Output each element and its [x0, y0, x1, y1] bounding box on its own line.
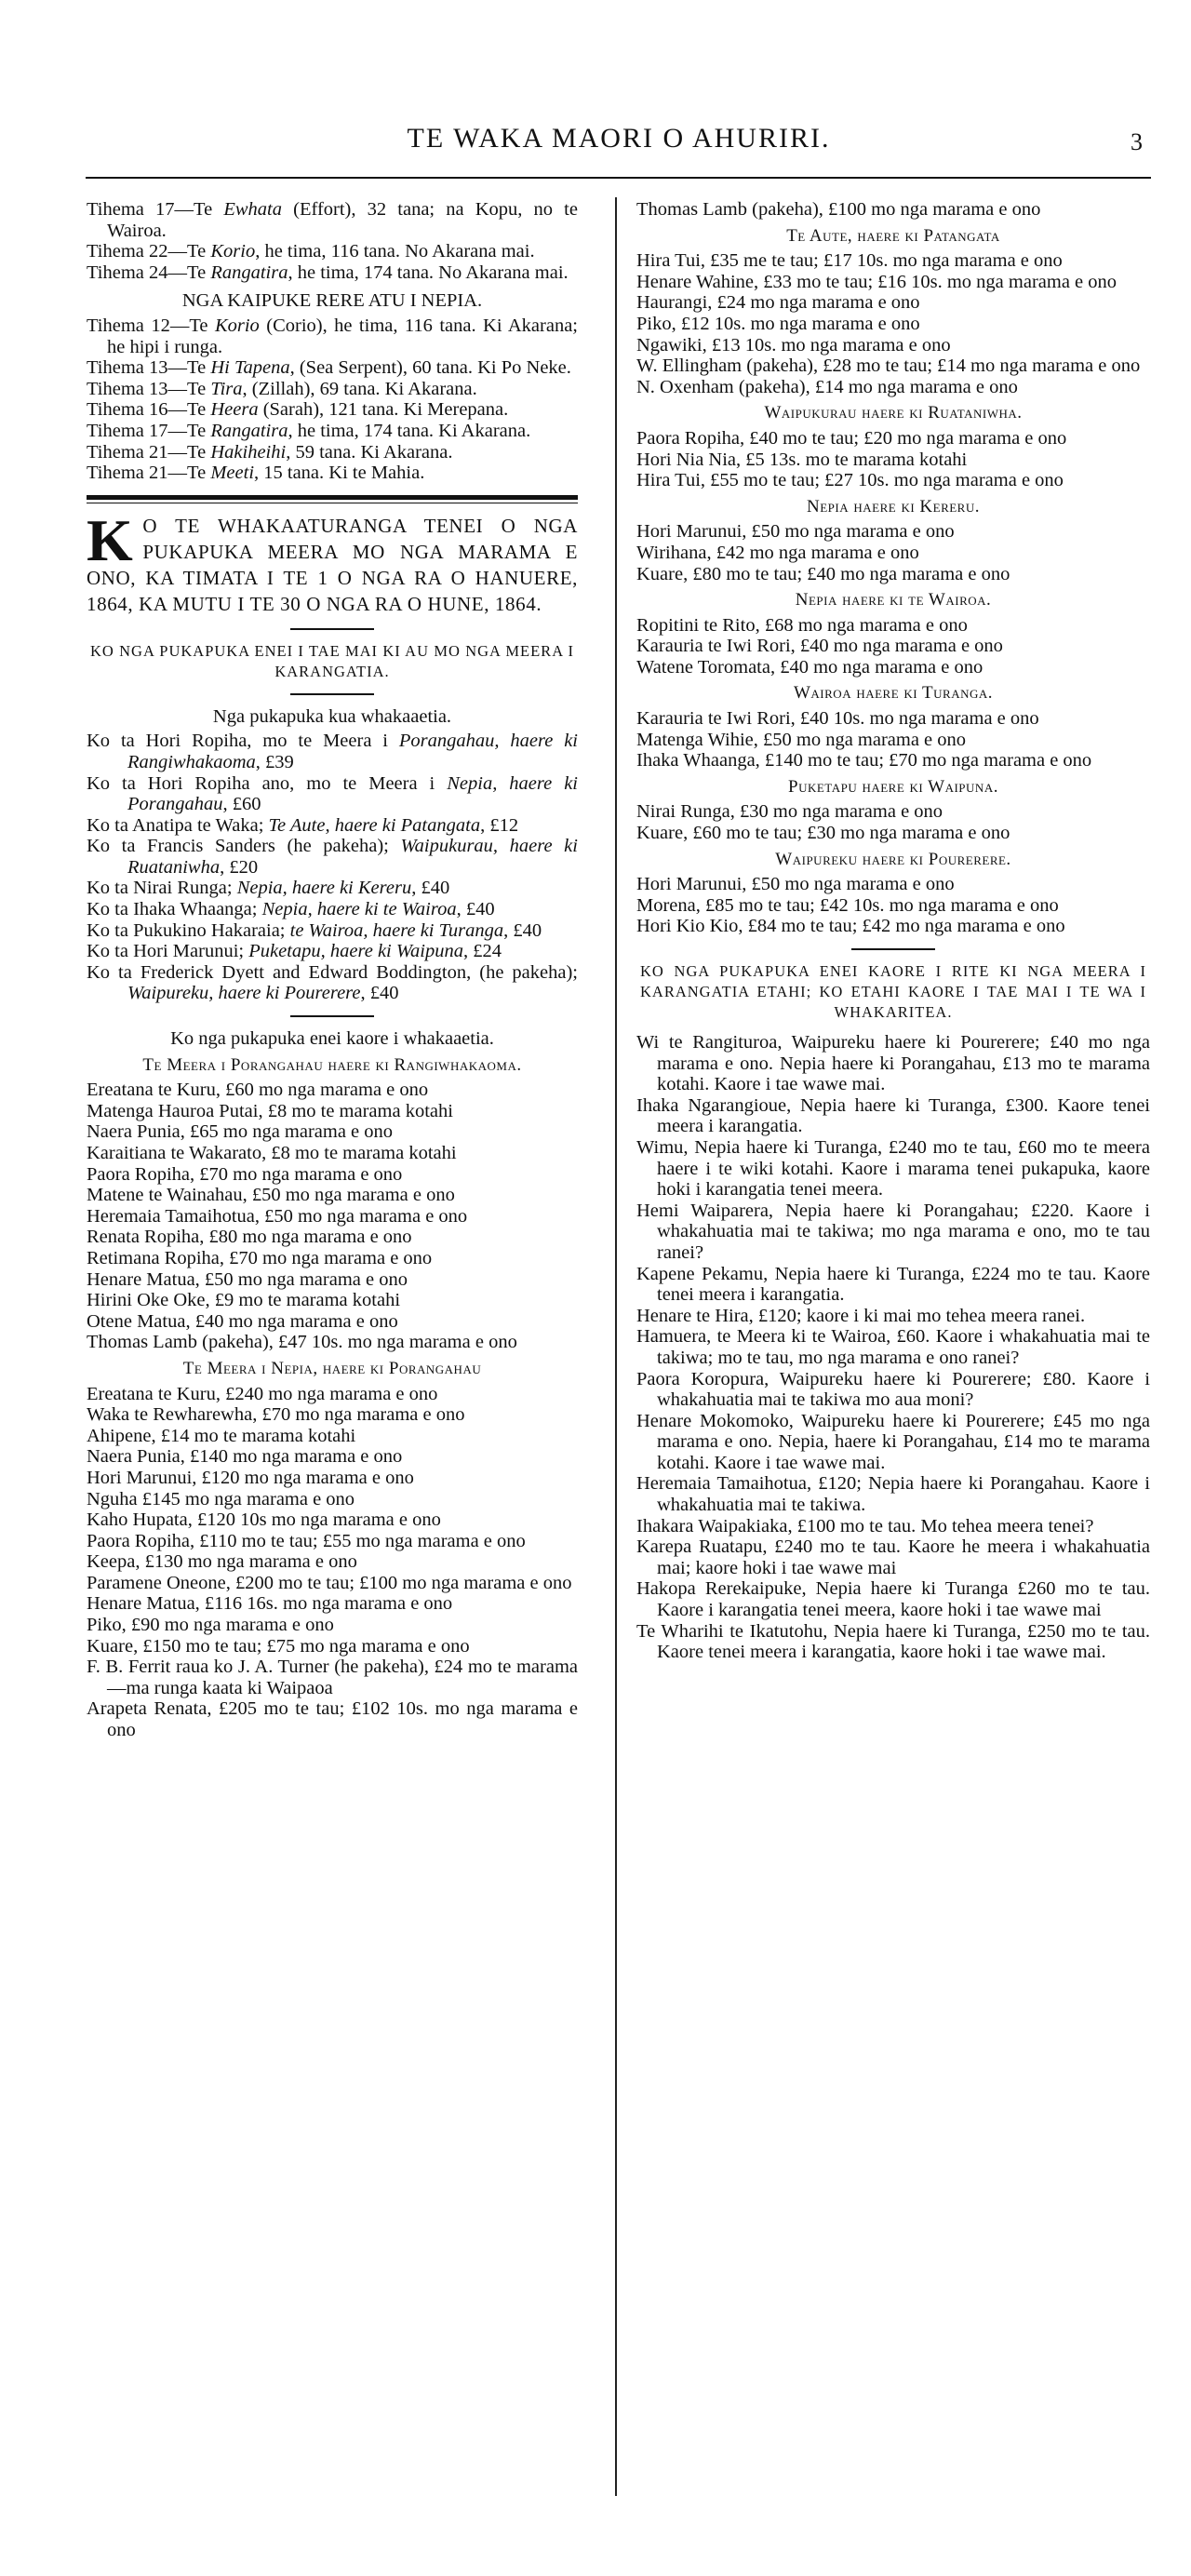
list-entry — [87, 1332, 578, 1353]
text: Nguha £145 mo nga marama e ono — [87, 1488, 355, 1509]
text: , £40 — [503, 919, 542, 941]
text: Tihema 17—Te — [87, 199, 224, 220]
notice-heading — [87, 506, 578, 617]
list-entry — [636, 1536, 1150, 1578]
section-rule — [290, 693, 374, 695]
list-entry — [87, 1698, 578, 1740]
text: , (Sea Serpent), 60 tana. Ki Po Neke. — [289, 357, 571, 379]
list-entry — [636, 449, 1150, 471]
text: Hemi Waiparera, Nepia haere ki Porangahau; £220. Kaore i whakahuatia mai te takiwa; mo nga marama e ono, mo te tau ranei? — [636, 1200, 1150, 1263]
section-heading — [87, 706, 578, 728]
list-entry — [87, 1164, 578, 1186]
text: Tihema 12—Te — [87, 315, 215, 336]
text: Karauria te Iwi Rori, £40 mo nga marama e ono — [636, 636, 1003, 657]
list-entry — [636, 1516, 1150, 1537]
section-heading — [87, 1028, 578, 1050]
text: Heremaia Tamaihotua, £120; Nepia haere ki Porangahau. Kaore i whakahuatia mai te takiwa. — [636, 1473, 1150, 1516]
list-entry — [87, 1080, 578, 1101]
text: (Effort), 32 tana; na Kopu, no te Wairoa. — [107, 199, 578, 241]
list-entry — [87, 1404, 578, 1426]
list-entry — [87, 1101, 578, 1122]
text: , £60 — [222, 794, 261, 815]
italic-text: Rangatira — [210, 262, 288, 283]
list-entry — [87, 836, 578, 878]
list-entry — [636, 615, 1150, 637]
text: Wi te Rangituroa, Waipureku haere ki Pourerere; £40 mo nga marama e ono. Nepia haere ki Porangahau, £13 mo te marama kotahi. Kaore i tae wawe mai. — [636, 1032, 1150, 1095]
list-entry — [87, 262, 578, 284]
text: Wimu, Nepia haere ki Turanga, £240 mo te tau, £60 mo te meera haere i te wiki kotahi. Kaore i marama tenei pukapuka, kaore hoki i karangatia tenei meera. — [636, 1136, 1150, 1201]
double-rule — [87, 495, 578, 503]
text: Waipukurau haere ki Ruataniwha. — [764, 403, 1023, 423]
list-entry — [87, 920, 578, 942]
text: Naera Punia, £65 mo nga marama e ono — [87, 1121, 394, 1143]
text: Paora Koropura, Waipureku haere ki Pourerere; £80. Kaore i whakahuatia mai te takiwa mo aua moni? — [636, 1368, 1150, 1411]
list-entry — [636, 1578, 1150, 1620]
text: Hakopa Rerekaipuke, Nepia haere ki Turanga £260 mo te tau. Kaore i karangatia tenei meera, kaore hoki i tae wawe mai — [636, 1578, 1150, 1621]
text: , 15 tana. Ki te Mahia. — [254, 463, 425, 484]
text: Tihema 13—Te — [87, 378, 211, 399]
section-heading — [636, 777, 1150, 798]
text: Paora Ropiha, £40 mo te tau; £20 mo nga marama e ono — [636, 427, 1067, 449]
list-entry — [87, 399, 578, 421]
section-heading — [87, 641, 578, 682]
list-entry — [87, 1636, 578, 1657]
text: Watene Toromata, £40 mo nga marama e ono — [636, 656, 984, 678]
text: Ngawiki, £13 10s. mo nga marama e ono — [636, 334, 951, 356]
text: , he tima, 116 tana. No Akarana mai. — [255, 241, 535, 262]
list-entry — [636, 1032, 1150, 1095]
italic-text: Heera — [210, 399, 259, 421]
italic-text: Puketapu, haere ki Waipuna — [248, 941, 463, 962]
text: Ko ta Pukukino Hakaraia; — [87, 919, 290, 941]
list-entry — [636, 823, 1150, 844]
text: Nepia haere ki Kereru. — [807, 496, 980, 517]
list-entry — [636, 1137, 1150, 1201]
section-heading — [87, 1055, 578, 1077]
section-heading — [636, 403, 1150, 424]
text: Ko ta Hori Ropiha ano, mo te Meera i — [87, 772, 448, 794]
list-entry — [87, 1657, 578, 1698]
text: Henare Matua, £116 16s. mo nga marama e ono — [87, 1593, 453, 1615]
list-entry — [636, 335, 1150, 356]
text: Ahipene, £14 mo te marama kotahi — [87, 1425, 356, 1446]
list-entry — [87, 1531, 578, 1552]
text: Thomas Lamb (pakeha), £47 10s. mo nga marama e ono — [87, 1332, 517, 1353]
text: O TE WHAKAATURANGA TENEI O NGA PUKAPUKA MEERA MO NGA MARAMA E ONO, KA TIMATA I TE 1 O NGA RA O HANUERE, 1864, KA MUTU I TE 30 O NGA RA O HUNE, 1864. — [87, 514, 578, 615]
text: , £20 — [220, 856, 259, 878]
italic-text: Tira — [210, 378, 243, 399]
text: , £40 — [360, 983, 399, 1004]
column-divider — [615, 197, 617, 2496]
text: Ko ta Nirai Runga; — [87, 878, 237, 899]
text: Ko ta Francis Sanders (he pakeha); — [87, 836, 401, 857]
list-entry — [87, 1426, 578, 1447]
list-entry — [87, 315, 578, 357]
text: Ropitini te Rito, £68 mo nga marama e ono — [636, 614, 968, 636]
list-entry — [636, 1306, 1150, 1327]
text: Ko nga pukapuka enei kaore i whakaaetia. — [170, 1028, 494, 1050]
list-entry — [87, 1248, 578, 1269]
text: Henare Matua, £50 mo nga marama e ono — [87, 1268, 408, 1290]
list-entry — [87, 1551, 578, 1573]
text: Matenga Hauroa Putai, £8 mo te marama kotahi — [87, 1100, 453, 1121]
text: Morena, £85 mo te tau; £42 10s. mo nga marama e ono — [636, 894, 1059, 916]
text: NGA KAIPUKE RERE ATU I NEPIA. — [181, 290, 483, 312]
list-entry — [87, 1227, 578, 1248]
text: Haurangi, £24 mo nga marama e ono — [636, 292, 920, 314]
text: Paora Ropiha, £110 mo te tau; £55 mo nga marama e ono — [87, 1530, 526, 1551]
list-entry — [87, 241, 578, 262]
text: Heremaia Tamaihotua, £50 mo nga marama e ono — [87, 1205, 468, 1227]
list-entry — [636, 801, 1150, 823]
list-entry — [87, 1468, 578, 1489]
list-entry — [87, 442, 578, 463]
text: Arapeta Renata, £205 mo te tau; £102 10s. mo nga marama e ono — [87, 1698, 578, 1741]
list-entry — [636, 272, 1150, 293]
text: , he tima, 174 tana. No Akarana mai. — [288, 262, 569, 283]
italic-text: Meeti — [210, 463, 255, 484]
text: Ihaka Ngarangioue, Nepia haere ki Turanga, £300. Kaore tenei meera i karangatia. — [636, 1094, 1150, 1137]
list-entry — [87, 1573, 578, 1594]
text: Hori Marunui, £50 mo nga marama e ono — [636, 521, 955, 543]
list-entry — [636, 428, 1150, 449]
text: , £12 — [480, 814, 519, 836]
italic-text: Waipukurau, haere ki Ruataniwha — [127, 836, 578, 878]
list-entry — [636, 521, 1150, 543]
list-entry — [636, 356, 1150, 377]
list-entry — [636, 564, 1150, 585]
left-column — [87, 199, 578, 1741]
header-rule — [86, 177, 1151, 179]
text: Ihaka Whaanga, £140 mo te tau; £70 mo nga marama e ono — [636, 750, 1092, 771]
text: N. Oxenham (pakeha), £14 mo nga marama e ono — [636, 376, 1018, 397]
list-entry — [636, 916, 1150, 937]
list-entry — [87, 1509, 578, 1531]
text: Otene Matua, £40 mo nga marama e ono — [87, 1310, 398, 1332]
text: Wairoa haere ki Turanga. — [793, 683, 994, 704]
text: Renata Ropiha, £80 mo nga marama e ono — [87, 1227, 412, 1248]
italic-text: Te Aute, haere ki Patangata — [268, 814, 481, 836]
section-heading — [636, 590, 1150, 611]
text: Hori Marunui, £50 mo nga marama e ono — [636, 874, 955, 895]
text: Ko ta Hori Marunui; — [87, 941, 249, 962]
list-entry — [87, 421, 578, 442]
list-entry — [87, 815, 578, 837]
text: (Sarah), 121 tana. Ki Merepana. — [258, 399, 509, 421]
italic-text: Nepia, haere ki te Wairoa — [261, 899, 457, 920]
list-entry — [87, 1446, 578, 1468]
list-entry — [636, 377, 1150, 398]
italic-text: Hi Tapena — [210, 357, 290, 379]
italic-text: Nepia, haere ki Porangahau — [127, 772, 578, 815]
section-heading — [636, 226, 1150, 248]
list-entry — [636, 1473, 1150, 1515]
list-entry — [87, 1489, 578, 1510]
italic-text: Nepia, haere ki Kereru — [236, 878, 412, 899]
text: Tihema 13—Te — [87, 357, 211, 379]
text: KO NGA PUKAPUKA ENEI I TAE MAI KI AU MO NGA MEERA I KARANGATIA. — [90, 641, 574, 680]
section-rule — [851, 948, 935, 950]
text: Paora Ropiha, £70 mo nga marama e ono — [87, 1163, 403, 1185]
text: Kuare, £60 mo te tau; £30 mo nga marama e ono — [636, 823, 1010, 844]
text: KO NGA PUKAPUKA ENEI KAORE I RITE KI NGA MEERA I KARANGATIA ETAHI; KO ETAHI KAORE I TAE MAI I TE WA I WHAKARITEA. — [640, 962, 1146, 1021]
list-entry — [87, 1206, 578, 1228]
text: Matene te Wainahau, £50 mo nga marama e ono — [87, 1185, 455, 1206]
italic-text: Porangahau, haere ki Rangiwhakaoma — [127, 731, 578, 772]
list-entry — [87, 1615, 578, 1636]
newspaper-title: TE WAKA MAORI O AHURIRI. — [407, 123, 831, 154]
text: Ihakara Waipakiaka, £100 mo te tau. Mo tehea meera tenei? — [636, 1515, 1094, 1536]
list-entry — [636, 730, 1150, 751]
text: Matenga Wihie, £50 mo nga marama e ono — [636, 729, 967, 750]
list-entry — [636, 750, 1150, 771]
text: , he tima, 174 tana. Ki Akarana. — [288, 420, 531, 441]
text: Te Wharihi te Ikatutohu, Nepia haere ki Turanga, £250 mo te tau. Kaore tenei meera i karangatia, kaore hoki i tae wawe mai. — [636, 1620, 1150, 1663]
text: Te Meera i Nepia, haere ki Porangahau — [182, 1358, 482, 1378]
text: Nirai Runga, £30 mo nga marama e ono — [636, 801, 943, 823]
text: Thomas Lamb (pakeha), £100 mo nga marama e ono — [636, 199, 1041, 220]
text: , £40 — [456, 899, 495, 920]
italic-text: Ewhata — [223, 199, 283, 220]
list-entry — [636, 199, 1150, 221]
text: Tihema 17—Te — [87, 420, 211, 441]
list-entry — [87, 899, 578, 920]
list-entry — [87, 773, 578, 815]
list-entry — [87, 463, 578, 484]
section-heading — [636, 961, 1150, 1023]
text: Hori Kio Kio, £84 mo te tau; £42 mo nga marama e ono — [636, 916, 1065, 937]
italic-text: Rangatira — [210, 420, 288, 441]
section-heading — [636, 850, 1150, 871]
list-entry — [636, 1201, 1150, 1264]
list-entry — [87, 1185, 578, 1206]
text: Tihema 24—Te — [87, 262, 211, 283]
text: Ereatana te Kuru, £60 mo nga marama e ono — [87, 1080, 429, 1101]
list-entry — [87, 1593, 578, 1615]
italic-text: te Wairoa, haere ki Turanga — [289, 919, 504, 941]
text: Karauria te Iwi Rori, £40 10s. mo nga marama e ono — [636, 708, 1039, 730]
list-entry — [636, 1095, 1150, 1137]
text: , (Zillah), 69 tana. Ki Akarana. — [242, 378, 477, 399]
list-entry — [87, 199, 578, 241]
list-entry — [87, 1269, 578, 1291]
section-heading — [636, 497, 1150, 518]
list-entry — [636, 470, 1150, 491]
text: Ko ta Frederick Dyett and Edward Boddington, (he pakeha); — [87, 961, 578, 983]
list-entry — [87, 878, 578, 899]
text: Wirihana, £42 mo nga marama e ono — [636, 542, 919, 563]
text: Hori Nia Nia, £5 13s. mo te marama kotahi — [636, 449, 968, 470]
text: , £40 — [411, 878, 450, 899]
list-entry — [87, 941, 578, 962]
text: (Corio), he tima, 116 tana. Ki Akarana; he hipi i runga. — [107, 315, 578, 357]
text: Naera Punia, £140 mo nga marama e ono — [87, 1446, 403, 1468]
page-number: 3 — [1131, 128, 1143, 155]
list-entry — [636, 250, 1150, 272]
text: Puketapu haere ki Waipuna. — [788, 776, 998, 797]
list-entry — [87, 1121, 578, 1143]
text: , £39 — [255, 751, 294, 772]
italic-text: Hakiheihi — [210, 441, 287, 463]
text: F. B. Ferrit raua ko J. A. Turner (he pakeha), £24 mo te marama—ma runga kaata ki Waipaoa — [87, 1657, 578, 1698]
text: Henare te Hira, £120; kaore i ki mai mo tehea meera ranei. — [636, 1305, 1086, 1326]
italic-text: Waipureku, haere ki Pourerere — [127, 983, 361, 1004]
text: Tihema 21—Te — [87, 441, 211, 463]
list-entry — [636, 708, 1150, 730]
list-entry — [636, 292, 1150, 314]
text: Hamuera, te Meera ki te Wairoa, £60. Kaore i whakahuatia mai te takiwa; mo te tau, mo nga marama e ono ranei? — [636, 1326, 1150, 1368]
text: Te Aute, haere ki Patangata — [786, 225, 1000, 246]
italic-text: Korio — [214, 315, 260, 336]
italic-text: Korio — [210, 241, 256, 262]
list-entry — [87, 962, 578, 1004]
text: Karepa Ruatapu, £240 mo te tau. Kaore he meera i whakahuatia mai; kaore hoki i tae wawe mai — [636, 1536, 1150, 1578]
drop-cap: K — [87, 506, 134, 573]
list-entry — [636, 543, 1150, 564]
list-entry — [87, 1311, 578, 1333]
text: W. Ellingham (pakeha), £28 mo te tau; £14 mo nga marama e ono — [636, 356, 1141, 377]
text: Tihema 21—Te — [87, 463, 211, 484]
text: Kuare, £80 mo te tau; £40 mo nga marama e ono — [636, 563, 1010, 584]
list-entry — [636, 895, 1150, 917]
text: Keepa, £130 mo nga marama e ono — [87, 1551, 357, 1573]
text: Piko, £90 mo nga marama e ono — [87, 1615, 334, 1636]
list-entry — [636, 1369, 1150, 1411]
list-entry — [636, 636, 1150, 657]
list-entry — [87, 731, 578, 772]
text: Hori Marunui, £120 mo nga marama e ono — [87, 1467, 414, 1488]
text: Ko ta Anatipa te Waka; — [87, 814, 269, 836]
masthead — [84, 123, 1154, 160]
text: Nga pukapuka kua whakaaetia. — [212, 705, 452, 727]
text: Waka te Rewharewha, £70 mo nga marama e ono — [87, 1404, 465, 1426]
section-heading — [87, 1359, 578, 1380]
text: Piko, £12 10s. mo nga marama e ono — [636, 313, 920, 334]
text: Tihema 16—Te — [87, 399, 211, 421]
section-rule — [290, 628, 374, 630]
list-entry — [87, 1143, 578, 1164]
text: Tihema 22—Te — [87, 241, 211, 262]
text: Te Meera i Porangahau haere ki Rangiwhakaoma. — [142, 1054, 522, 1075]
text: Henare Wahine, £33 mo te tau; £16 10s. mo nga marama e ono — [636, 271, 1117, 292]
text: Hira Tui, £35 me te tau; £17 10s. mo nga marama e ono — [636, 250, 1063, 272]
right-column — [636, 199, 1150, 1663]
list-entry — [636, 1411, 1150, 1474]
text: Hira Tui, £55 mo te tau; £27 10s. mo nga marama e ono — [636, 470, 1064, 491]
text: Ereatana te Kuru, £240 mo nga marama e ono — [87, 1383, 438, 1404]
text: , £24 — [463, 941, 502, 962]
list-entry — [636, 657, 1150, 678]
list-entry — [636, 1264, 1150, 1306]
text: Henare Mokomoko, Waipureku haere ki Pourerere; £45 mo nga marama e ono. Nepia, haere ki Porangahau, £14 mo te marama kotahi. Kaore i tae wawe mai. — [636, 1410, 1150, 1473]
text: Hirini Oke Oke, £9 mo te marama kotahi — [87, 1290, 401, 1311]
text: Nepia haere ki te Wairoa. — [795, 590, 992, 610]
text: , 59 tana. Ki Akarana. — [286, 441, 453, 463]
section-heading — [636, 683, 1150, 704]
text: Karaitiana te Wakarato, £8 mo te marama kotahi — [87, 1143, 457, 1163]
list-entry — [636, 1621, 1150, 1663]
section-heading — [87, 290, 578, 312]
list-entry — [87, 1384, 578, 1405]
text: Ko ta Ihaka Whaanga; — [87, 899, 262, 920]
list-entry — [636, 874, 1150, 895]
text: Kaho Hupata, £120 10s mo nga marama e ono — [87, 1509, 441, 1531]
text: Ko ta Hori Ropiha, mo te Meera i — [87, 731, 399, 752]
text: Waipureku haere ki Pourerere. — [775, 849, 1011, 869]
text: Paramene Oneone, £200 mo te tau; £100 mo nga marama e ono — [87, 1572, 572, 1593]
text: Retimana Ropiha, £70 mo nga marama e ono — [87, 1247, 433, 1268]
list-entry — [87, 379, 578, 400]
list-entry — [87, 1290, 578, 1311]
text: Kapene Pekamu, Nepia haere ki Turanga, £224 mo te tau. Kaore tenei meera i karangatia. — [636, 1263, 1150, 1306]
list-entry — [636, 1326, 1150, 1368]
list-entry — [636, 314, 1150, 335]
list-entry — [87, 357, 578, 379]
text: Kuare, £150 mo te tau; £75 mo nga marama e ono — [87, 1635, 470, 1657]
section-rule — [290, 1015, 374, 1017]
